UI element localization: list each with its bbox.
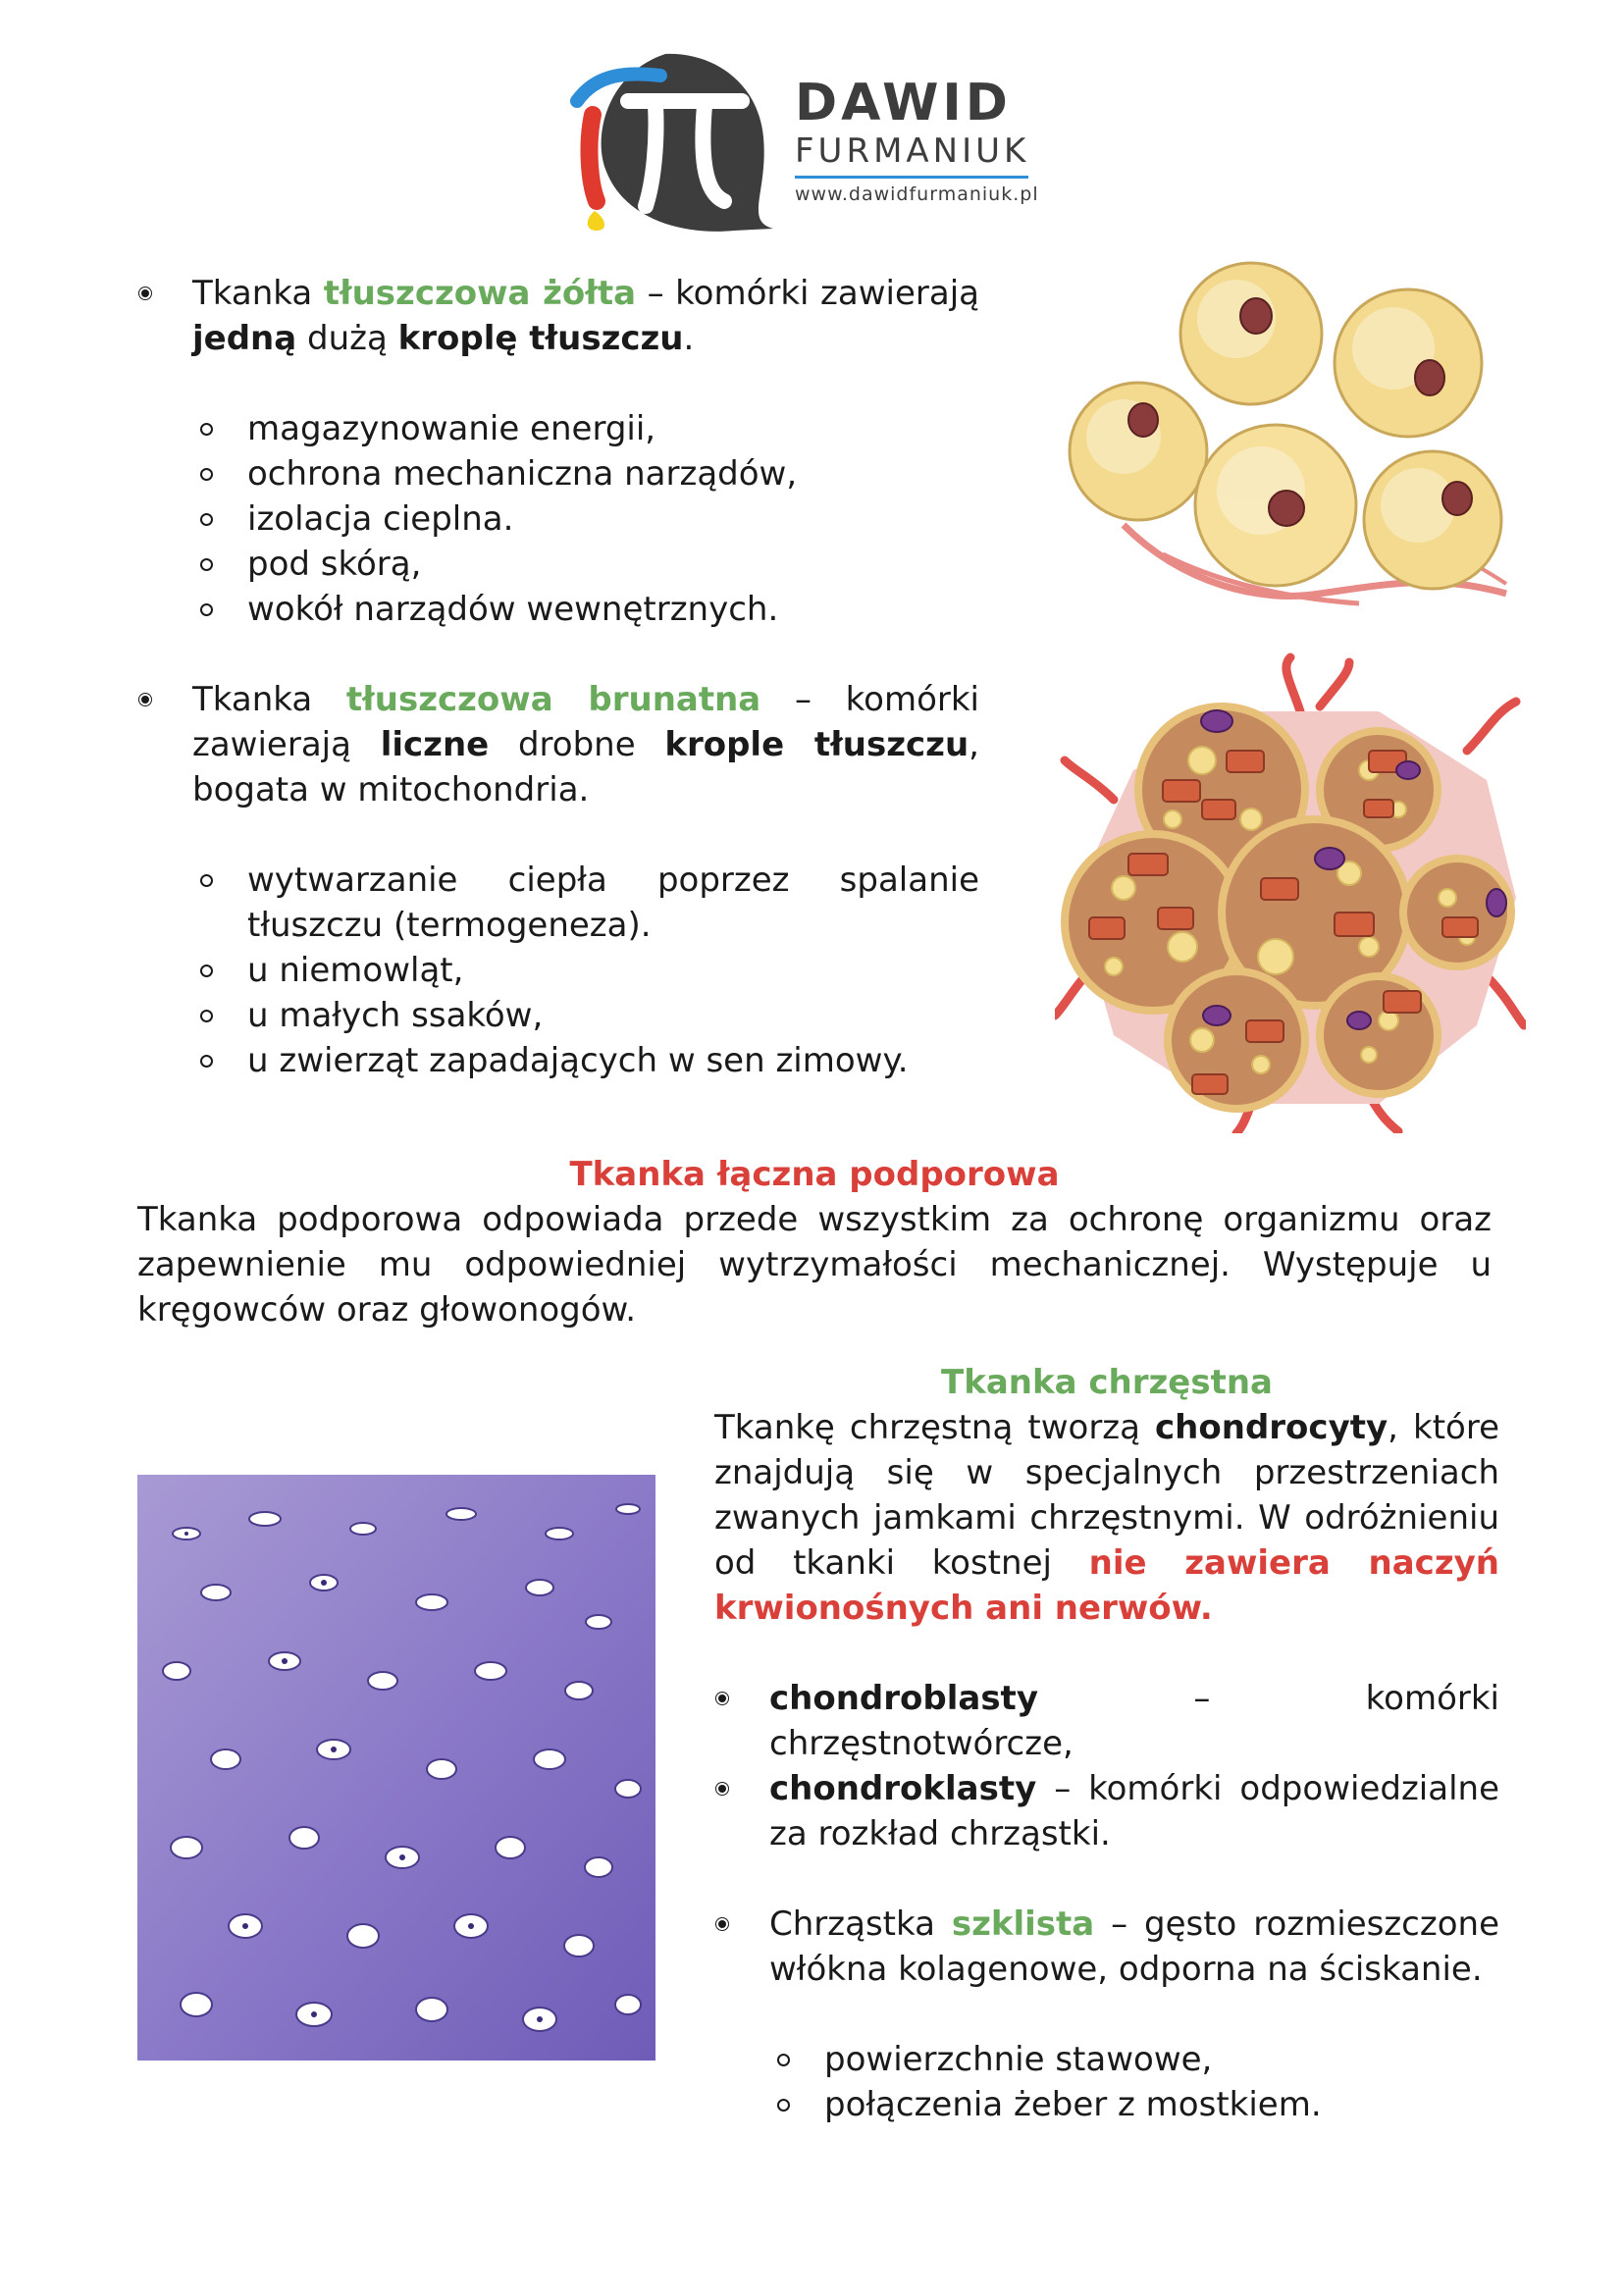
yellow-fat-section bbox=[137, 271, 979, 632]
list-item: powierzchnie stawowe, bbox=[769, 2037, 1499, 2082]
logo-divider bbox=[795, 176, 1028, 179]
list-item: u zwierząt zapadających w sen zimowy. bbox=[192, 1038, 979, 1083]
list-item: izolacja cieplna. bbox=[192, 496, 979, 542]
list-item: wokół narządów wewnętrznych. bbox=[192, 587, 979, 632]
cartilage-section bbox=[714, 1405, 1499, 2127]
cartilage-description: Tkankę chrzęstną tworzą chondrocyty, które znajdują się w specjalnych przestrzeniach zwanych jamkami chrzęstnymi. W odróżnieniu od tkanki kostnej nie zawiera naczyń krwionośnych ani nerwów. bbox=[714, 1408, 1499, 1628]
list-item: u niemowląt, bbox=[192, 948, 979, 993]
cartilage-heading: Tkanka chrzęstna bbox=[941, 1363, 1273, 1402]
list-item: ochrona mechaniczna narządów, bbox=[192, 451, 979, 496]
list-item: połączenia żeber z mostkiem. bbox=[769, 2082, 1499, 2127]
hyaline-cartilage-micrograph bbox=[137, 1475, 655, 2061]
yellow-fat-description: Tkanka tłuszczowa żółta – komórki zawierają jedną dużą kroplę tłuszczu. bbox=[137, 271, 979, 361]
brown-fat-section bbox=[137, 677, 979, 1083]
yellow-fat-cells-illustration bbox=[1065, 260, 1516, 618]
list-item: magazynowanie energii, bbox=[192, 406, 979, 451]
support-tissue-heading: Tkanka łączna podporowa bbox=[569, 1155, 1060, 1194]
brown-fat-description: Tkanka tłuszczowa brunatna – komórki zawierają liczne drobne krople tłuszczu, bogata w mitochondria. bbox=[137, 677, 979, 812]
support-tissue-text: Tkanka podporowa odpowiada przede wszystkim za ochronę organizmu oraz zapewnienie mu odpowiedniej wytrzymałości mechanicznej. Występuje u kręgowców oraz głowonogów. bbox=[137, 1200, 1492, 1330]
list-item: chondroblasty – komórki chrzęstnotwórcze, bbox=[714, 1676, 1499, 1766]
logo bbox=[567, 44, 1038, 235]
pi-logo-icon bbox=[567, 44, 778, 235]
brown-fat-cells-illustration bbox=[1055, 652, 1526, 1133]
logo-name-line2: FURMANIUK bbox=[795, 131, 1030, 171]
logo-name-line1: DAWID bbox=[795, 74, 1012, 132]
list-item: wytwarzanie ciepła poprzez spalanie tłuszczu (termogeneza). bbox=[192, 858, 979, 948]
list-item: pod skórą, bbox=[192, 542, 979, 587]
logo-website: www.dawidfurmaniuk.pl bbox=[795, 183, 1039, 205]
list-item: chondroklasty – komórki odpowiedzialne za rozkład chrząstki. bbox=[714, 1766, 1499, 1856]
hyaline-cartilage-description: Chrząstka szklista – gęsto rozmieszczone włókna kolagenowe, odporna na ściskanie. bbox=[714, 1902, 1499, 1992]
list-item: u małych ssaków, bbox=[192, 993, 979, 1038]
